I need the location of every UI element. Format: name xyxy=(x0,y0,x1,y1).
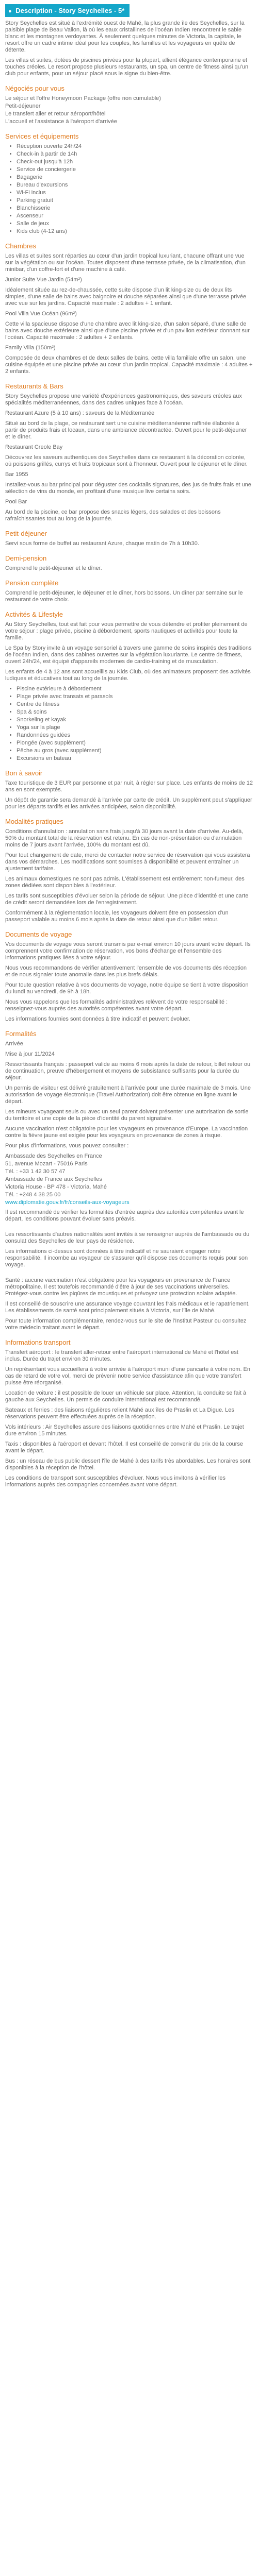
contact-line: Tél. : +248 4 38 25 00 xyxy=(5,1192,61,1198)
list-item: • Bagagerie xyxy=(17,174,253,181)
list-item: • Excursions en bateau xyxy=(17,755,253,762)
paragraph: Au bord de la piscine, ce bar propose des snacks légers, des salades et des boissons rafraîchissantes tout au long de la journée. xyxy=(5,509,221,522)
negocies-section xyxy=(5,84,253,125)
contact-line: Tél. : +33 1 42 30 57 47 xyxy=(5,1168,66,1175)
paragraph: Conditions d'annulation : annulation sans frais jusqu'à 30 jours avant la date d'arrivée. Au-delà, 50% du montant total de la réservation est retenu. En cas de non-présentation ou d'annulation moins de 7 jours avant l'arrivée, 100% du montant est dû. xyxy=(5,828,244,848)
paragraph: Comprend le petit-déjeuner, le déjeuner et le dîner, hors boissons. Un dîner par semaine sur le restaurant de votre choix. xyxy=(5,590,243,603)
paragraph: Il est conseillé de souscrire une assurance voyage couvrant les frais médicaux et le rapatriement. Les établissements de santé sont principalement situés à Victoria, sur l'île de Mahé. xyxy=(5,1301,250,1314)
paragraph: Conformément à la réglementation locale, les voyageurs doivent être en possession d'un passeport valable au moins 6 mois après la date de retour ainsi que d'un billet retour. xyxy=(5,910,229,923)
list-item: • Yoga sur la plage xyxy=(17,724,253,731)
paragraph: Un permis de visiteur est délivré gratuitement à l'arrivée pour une durée maximale de 3 mois. Une autorisation de voyage électronique (Travel Authorization) doit être obtenue en ligne avant le départ. xyxy=(5,1085,251,1105)
list-item: • Check-out jusqu'à 12h xyxy=(17,159,253,165)
intro-section xyxy=(5,20,253,77)
paragraph: Les informations fournies sont données à titre indicatif et peuvent évoluer. xyxy=(5,1016,190,1022)
subheading: Arrivée xyxy=(5,1041,23,1047)
paragraph: Aucune vaccination n'est obligatoire pour les voyageurs en provenance d'Europe. La vaccination contre la fièvre jaune est exigée pour les voyageurs en provenance de zones à risque. xyxy=(5,1126,248,1139)
section-heading: Modalités pratiques xyxy=(5,818,63,825)
section-heading: Pension complète xyxy=(5,579,59,587)
paragraph: Les mineurs voyageant seuls ou avec un seul parent doivent présenter une autorisation de sortie du territoire et une copie de la pièce d'identité du parent signataire. xyxy=(5,1109,249,1122)
paragraph: Story Seychelles propose une variété d'expériences gastronomiques, des saveurs créoles aux spécialités méditerranéennes, dans des cadres uniques face à l'océan. xyxy=(5,393,242,406)
paragraph: Les enfants de 4 à 12 ans sont accueillis au Kids Club, où des animateurs proposent des activités ludiques et éducatives tout au long de la journée. xyxy=(5,669,251,682)
services-list xyxy=(5,143,253,235)
section-heading: Petit-déjeuner xyxy=(5,530,47,537)
chambres-section xyxy=(5,242,253,375)
paragraph: Servi sous forme de buffet au restaurant Azure, chaque matin de 7h à 10h30. xyxy=(5,540,199,547)
paragraph: Les ressortissants d'autres nationalités sont invités à se renseigner auprès de l'ambassade ou du consulat des Seychelles de leur pays de résidence. xyxy=(5,1231,250,1244)
paragraph: Un dépôt de garantie sera demandé à l'arrivée par carte de crédit. Un supplément peut s'appliquer pour les départs tardifs et les arrivées anticipées, selon disponibilité. xyxy=(5,797,252,810)
paragraph: Pour plus d'informations, vous pouvez consulter : xyxy=(5,1143,129,1149)
section-heading: Chambres xyxy=(5,242,36,250)
paragraph: Le séjour et l'offre Honeymoon Package (offre non cumulable) xyxy=(5,95,161,101)
bon-a-savoir-section xyxy=(5,769,253,810)
list-item: • Blanchisserie xyxy=(17,205,253,212)
list-item: • Service de conciergerie xyxy=(17,166,253,173)
list-item: • Plongée (avec supplément) xyxy=(17,740,253,747)
restaurants-section xyxy=(5,382,253,522)
contacts-block xyxy=(5,1153,253,1206)
paragraph: Pour toute question relative à vos documents de voyage, notre équipe se tient à votre disposition du lundi au vendredi, de 9h à 18h. xyxy=(5,982,249,995)
paragraph: Les conditions de transport sont susceptibles d'évoluer. Nous vous invitons à vérifier les informations auprès des compagnies concernées avant votre départ. xyxy=(5,1475,226,1488)
paragraph: Pour toute information complémentaire, rendez-vous sur le site de l'Institut Pasteur ou consultez votre médecin traitant avant le départ. xyxy=(5,1318,247,1331)
paragraph: Il est recommandé de vérifier les formalités d'entrée auprès des autorités compétentes avant le départ, les conditions pouvant évoluer sans préavis. xyxy=(5,1209,244,1222)
list-item: • Snorkeling et kayak xyxy=(17,717,253,723)
restaurant-name: Restaurant Creole Bay xyxy=(5,444,63,450)
pension-complete-section xyxy=(5,579,253,603)
paragraph: Vos documents de voyage vous seront transmis par e-mail environ 10 jours avant votre départ. Ils comprennent votre confirmation de réservation, vos bons d'échange et l'ensemble des informations pratiques liées à votre séjour. xyxy=(5,941,251,961)
restaurant-name: Restaurant Azure (5 à 10 ans) : saveurs de la Méditerranée xyxy=(5,410,155,416)
formalites-section xyxy=(5,1030,253,1223)
paragraph: Situé au bord de la plage, ce restaurant sert une cuisine méditerranéenne raffinée élaborée à partir de produits frais et locaux, dans une ambiance décontractée. Ouvert pour le petit-déjeuner et le dîner. xyxy=(5,420,247,440)
infos-pratiques-section xyxy=(5,1226,253,1268)
paragraph: Ressortissants français : passeport valide au moins 6 mois après la date de retour, billet retour ou de continuation, preuve d'hébergement et moyens de subsistance suffisants pour la durée du séjour. xyxy=(5,1061,251,1081)
paragraph: Le Spa by Story invite à un voyage sensoriel à travers une gamme de soins inspirés des traditions de l'océan Indien, dans des cabines ouvertes sur la végétation luxuriante. Le centre de fitness, ouvert 24h/24, est équipé d'appareils modernes de cardio-training et de musculation. xyxy=(5,645,252,665)
paragraph: Un représentant vous accueillera à votre arrivée à l'aéroport muni d'une pancarte à votre nom. En cas de retard de votre vol, merci de prévenir notre service d'assistance afin que votre transfert puisse être réorganisé. xyxy=(5,1366,251,1386)
activites-section xyxy=(5,611,253,762)
paragraph: Les informations ci-dessus sont données à titre indicatif et ne sauraient engager notre responsabilité. Il incombe au voyageur de s'assurer qu'il dispose des documents requis pour son voyage. xyxy=(5,1248,248,1268)
room-name: Pool Villa Vue Océan (96m²) xyxy=(5,311,77,317)
restaurant-name: Pool Bar xyxy=(5,499,27,505)
paragraph: Les villas et suites sont réparties au cœur d'un jardin tropical luxuriant, chacune offrant une vue sur la végétation ou sur l'océan. Toutes disposent d'une terrasse privée, de la climatisation, d'un minibar, d'un coffre-fort et d'une machine à café. xyxy=(5,253,246,273)
list-item: • Ascenseur xyxy=(17,213,253,219)
section-heading: Demi-pension xyxy=(5,554,47,562)
paragraph: Les villas et suites, dotées de piscines privées pour la plupart, allient élégance contemporaine et touches créoles. Le resort propose plusieurs restaurants, un spa, un centre de fitness ainsi qu'un club pour enfants, pour un séjour placé sous le signe du bien-être. xyxy=(5,57,249,77)
list-item: • Kids club (4-12 ans) xyxy=(17,228,253,235)
list-item: • Réception ouverte 24h/24 xyxy=(17,143,253,150)
room-name: Family Villa (150m²) xyxy=(5,345,56,351)
paragraph: Découvrez les saveurs authentiques des Seychelles dans ce restaurant à la décoration colorée, où poissons grillés, currys et fruits tropicaux sont à l'honneur. Ouvert pour le déjeuner et le dîner. xyxy=(5,454,248,467)
paragraph: Santé : aucune vaccination n'est obligatoire pour les voyageurs en provenance de France métropolitaine. Il est toutefois recommandé d'être à jour de ses vaccinations universelles. Protégez-vous contre les piqûres de moustiques et prévoyez une protection solaire adaptée. xyxy=(5,1277,237,1297)
paragraph: Les animaux domestiques ne sont pas admis. L'établissement est entièrement non-fumeur, des zones dédiées sont disponibles à l'extérieur. xyxy=(5,876,245,889)
page-title-banner xyxy=(5,4,130,17)
list-item: • Check-in à partir de 14h xyxy=(17,151,253,158)
section-heading: Activités & Lifestyle xyxy=(5,611,63,618)
paragraph: Le transfert aller et retour aéroport/hôtel xyxy=(5,111,106,117)
update-date: Mise à jour 11/2024 xyxy=(5,1051,55,1057)
modalites-section xyxy=(5,818,253,923)
list-item: • Bureau d'excursions xyxy=(17,182,253,189)
services-section xyxy=(5,132,253,235)
list-item: • Parking gratuit xyxy=(17,197,253,204)
paragraph: Transfert aéroport : le transfert aller-retour entre l'aéroport international de Mahé et l'hôtel est inclus. Durée du trajet environ 30 minutes. xyxy=(5,1349,238,1362)
contact-line: Ambassade de France aux Seychelles xyxy=(5,1176,102,1182)
website-link[interactable]: www.diplomatie.gouv.fr/fr/conseils-aux-voyageurs xyxy=(5,1199,130,1206)
list-item: • Centre de fitness xyxy=(17,701,253,708)
paragraph: Taxe touristique de 3 EUR par personne et par nuit, à régler sur place. Les enfants de moins de 12 ans en sont exemptés. xyxy=(5,780,253,793)
paragraph: L'accueil et l'assistance à l'aéroport d'arrivée xyxy=(5,118,117,125)
contact-line: 51, avenue Mozart - 75016 Paris xyxy=(5,1161,88,1167)
paragraph: Bus : un réseau de bus public dessert l'île de Mahé à des tarifs très abordables. Les horaires sont disponibles à la réception de l'hôtel. xyxy=(5,1458,251,1471)
paragraph: Composée de deux chambres et de deux salles de bains, cette villa familiale offre un salon, une cuisine équipée et une piscine privée au cœur d'un jardin tropical. Capacité maximale : 4 adultes + 2 enfants. xyxy=(5,355,253,375)
list-item: • Piscine extérieure à débordement xyxy=(17,686,253,692)
section-heading: Formalités xyxy=(5,1030,37,1038)
location-pin-icon: ● xyxy=(8,8,12,14)
paragraph: Location de voiture : il est possible de louer un véhicule sur place. Attention, la conduite se fait à gauche aux Seychelles. Un permis de conduire international est recommandé. xyxy=(5,1390,247,1403)
paragraph: Bateaux et ferries : des liaisons régulières relient Mahé aux îles de Praslin et La Digue. Les réservations peuvent être effectuées auprès de la réception. xyxy=(5,1407,234,1420)
list-item: • Salle de jeux xyxy=(17,221,253,227)
page-title: Description - Story Seychelles - 5* xyxy=(15,7,125,14)
paragraph: Pour tout changement de date, merci de contacter notre service de réservation qui vous assistera dans vos démarches. Les modifications sont soumises à disponibilité et peuvent entraîner un ajustement tarifaire. xyxy=(5,852,250,872)
room-name: Junior Suite Vue Jardin (54m²) xyxy=(5,277,82,283)
section-heading: Informations transport xyxy=(5,1338,71,1346)
section-heading: Services et équipements xyxy=(5,132,79,140)
list-item: • Plage privée avec transats et parasols xyxy=(17,693,253,700)
paragraph: Cette villa spacieuse dispose d'une chambre avec lit king-size, d'un salon séparé, d'une salle de bains avec douche extérieure ainsi que d'une piscine privée et d'un pavillon extérieur donnant sur l'océan. Capacité maximale : 2 adultes + 2 enfants. xyxy=(5,321,250,341)
paragraph: Taxis : disponibles à l'aéroport et devant l'hôtel. Il est conseillé de convenir du prix de la course avant le départ. xyxy=(5,1441,243,1454)
transport-section xyxy=(5,1338,253,1488)
petit-dejeuner-section xyxy=(5,530,253,547)
contact-line: Victoria House - BP 478 - Victoria, Mahé xyxy=(5,1184,107,1190)
paragraph: Story Seychelles est situé à l'extrémité ouest de Mahé, la plus grande île des Seychelles, sur la paisible plage de Beau Vallon, là où les eaux cristallines de l'océan Indien rencontrent le sable blanc et les montagnes verdoyantes. À seulement quelques minutes de Victoria, la capitale, le resort offre un cadre intime idéal pour les couples, les familles et les voyageurs en quête de détente. xyxy=(5,20,245,53)
section-heading: Documents de voyage xyxy=(5,930,72,938)
paragraph: Nous vous recommandons de vérifier attentivement l'ensemble de vos documents dès réception et de nous signaler toute anomalie dans les plus brefs délais. xyxy=(5,965,247,978)
list-item: • Spa & soins xyxy=(17,709,253,716)
list-item: • Randonnées guidées xyxy=(17,732,253,739)
paragraph: Nous vous rappelons que les formalités administratives relèvent de votre responsabilité : renseignez-vous auprès des autorités compétentes avant votre départ. xyxy=(5,999,228,1012)
documents-section xyxy=(5,930,253,1023)
section-heading: Restaurants & Bars xyxy=(5,382,63,390)
activities-list xyxy=(5,686,253,762)
paragraph: Les tarifs sont susceptibles d'évoluer selon la période de séjour. Une pièce d'identité et une carte de crédit seront demandées lors de l'enregistrement. xyxy=(5,893,249,906)
list-item: • Pêche au gros (avec supplément) xyxy=(17,748,253,754)
paragraph: Petit-déjeuner xyxy=(5,103,41,109)
paragraph: Vols intérieurs : Air Seychelles assure des liaisons quotidiennes entre Mahé et Praslin. Le trajet dure environ 15 minutes. xyxy=(5,1424,244,1437)
section-heading: Négociés pour vous xyxy=(5,84,64,92)
paragraph: Comprend le petit-déjeuner et le dîner. xyxy=(5,565,102,571)
section-heading: Bon à savoir xyxy=(5,769,43,777)
paragraph: Installez-vous au bar principal pour déguster des cocktails signatures, des jus de fruits frais et une sélection de vins du monde, en profitant d'une musique live certains soirs. xyxy=(5,482,251,495)
restaurant-name: Bar 1955 xyxy=(5,471,28,478)
paragraph: Idéalement située au rez-de-chaussée, cette suite dispose d'un lit king-size ou de deux lits simples, d'une salle de bains avec baignoire et douche séparées ainsi que d'une terrasse privée avec vue sur les jardins. Capacité maximale : 2 adultes + 1 enfant. xyxy=(5,287,247,307)
demi-pension-section xyxy=(5,554,253,572)
paragraph: Au Story Seychelles, tout est fait pour vous permettre de vous détendre et profiter pleinement de votre séjour : plage privée, piscine à débordement, sports nautiques et activités pour toute la famille. xyxy=(5,621,248,641)
contact-line: Ambassade des Seychelles en France xyxy=(5,1153,102,1159)
list-item: • Wi-Fi inclus xyxy=(17,190,253,196)
sante-section xyxy=(5,1272,253,1331)
